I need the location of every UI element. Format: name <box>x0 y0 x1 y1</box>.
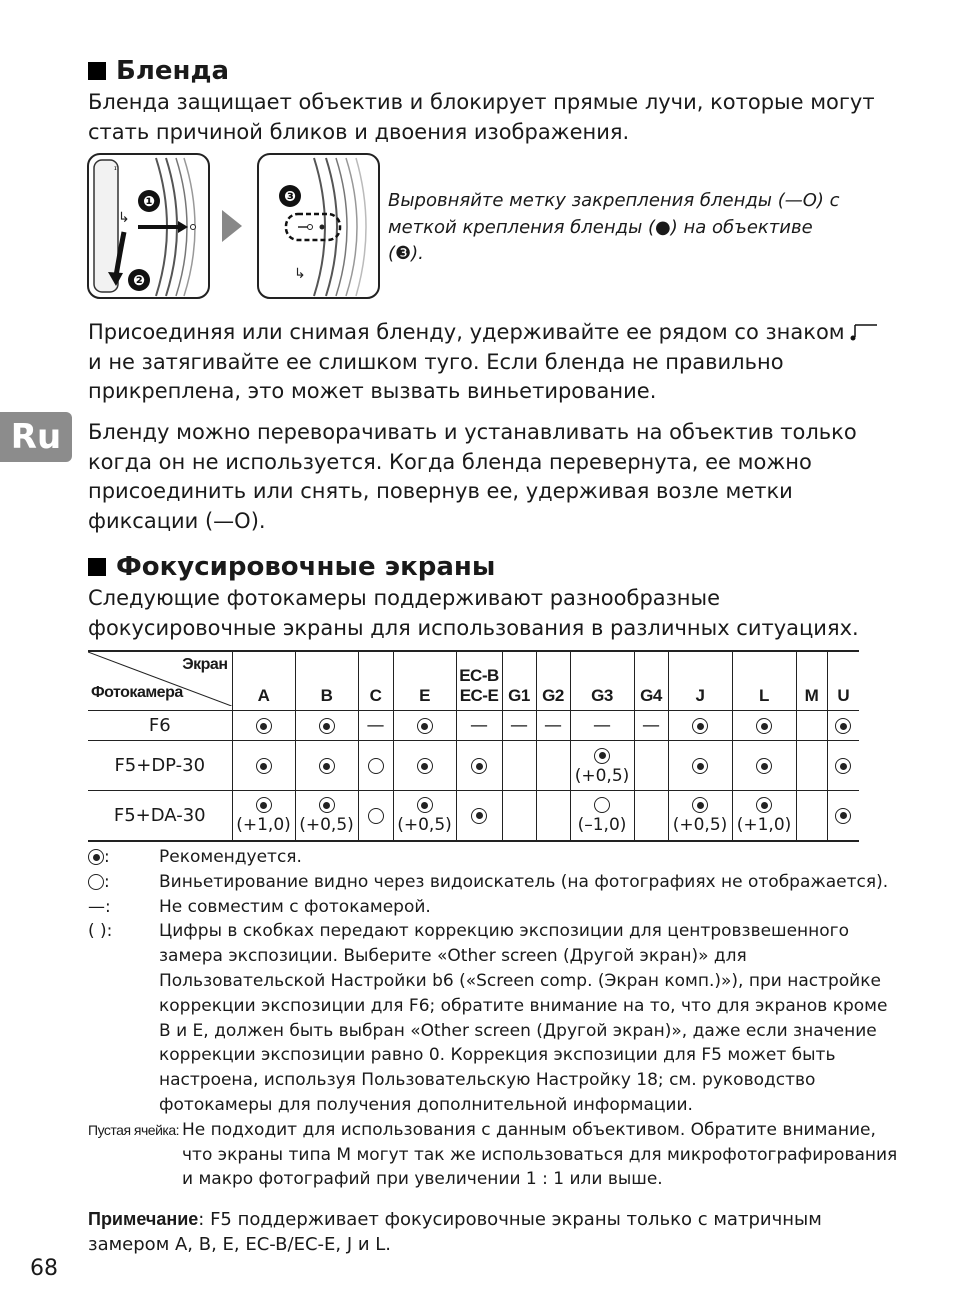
exposure-compensation-value: (+1,0) <box>236 815 291 836</box>
language-tab: Ru <box>0 412 72 462</box>
table-cell <box>295 711 358 741</box>
table-cell <box>732 711 796 741</box>
lens-hood-figure <box>86 152 382 302</box>
table-cell <box>668 711 732 741</box>
table-cell <box>502 711 536 741</box>
table-cell <box>393 791 456 841</box>
recommended-icon <box>756 718 772 734</box>
column-header: G3 <box>570 651 634 711</box>
screen-axis-label: Экран <box>182 656 228 673</box>
camera-name-cell: F5+DP-30 <box>88 741 232 791</box>
camera-name-cell: F5+DA-30 <box>88 791 232 841</box>
legend-row-parentheses: ( ): Цифры в скобках передают коррекцию экспозиции для центровзвешенного замера экспозиции. Выберите «Other screen (Другой экран)» для Пользовательской Настройки b6 («Screen comp. (Экран комп.)»), при настройке коррекции экспозиции для F6; обратите внимание на то, что для экранов кроме B и E, должен быть выбран «Other screen (Другой экран)», даже если значение коррекции экспозиции равно 0. Коррекция экспозиции для F5 может быть настроена, используя Пользовательскую Настройку 18; см. руководство фотокамеры для получения дополнительной информации. <box>88 921 888 1115</box>
recommended-icon <box>417 797 433 813</box>
step-3-label: ❸ <box>284 189 296 205</box>
table-cell <box>456 741 502 791</box>
section-heading-lens-hood: Бленда <box>88 56 229 86</box>
table-cell <box>732 741 796 791</box>
vignetting-icon <box>88 874 104 890</box>
vignetting-icon <box>368 808 384 824</box>
column-header: L <box>732 651 796 711</box>
table-cell <box>502 791 536 841</box>
recommended-icon <box>835 758 851 774</box>
legend-row-vignetting: : Виньетирование видно через видоискатель (на фотографиях не отображается). <box>88 870 878 895</box>
note-paragraph: Примечание: F5 поддерживает фокусировочные экраны только с матричным замером A, B, E, EC-B/EC-E, J и L. <box>88 1209 822 1255</box>
column-header: J <box>668 651 732 711</box>
column-header: G4 <box>634 651 668 711</box>
recommended-icon <box>256 797 272 813</box>
column-header: A <box>232 651 295 711</box>
table-cell <box>634 741 668 791</box>
recommended-icon <box>835 808 851 824</box>
table-cell <box>358 711 393 741</box>
incompatible-mark: — <box>593 715 611 736</box>
exposure-compensation-value: (+0,5) <box>299 815 354 836</box>
table-cell <box>634 791 668 841</box>
recommended-icon <box>471 808 487 824</box>
table-cell <box>796 711 827 741</box>
recommended-icon <box>835 718 851 734</box>
table-row <box>88 711 859 741</box>
page-number: 68 <box>30 1256 58 1281</box>
square-bullet-icon <box>88 62 106 80</box>
table-header-row <box>88 651 859 711</box>
section-heading-focusing-screens: Фокусировочные экраны <box>88 552 495 582</box>
table-cell <box>232 711 295 741</box>
recommended-icon <box>319 718 335 734</box>
table-cell <box>570 711 634 741</box>
recommended-icon <box>319 758 335 774</box>
table-cell <box>668 741 732 791</box>
incompatible-mark: — <box>642 715 660 736</box>
table-cell <box>393 741 456 791</box>
recommended-icon <box>256 718 272 734</box>
exposure-compensation-value: (+0,5) <box>574 765 630 786</box>
incompatible-mark: — <box>510 715 528 736</box>
recommended-icon <box>319 797 335 813</box>
exposure-compensation-value: (+1,0) <box>736 815 792 836</box>
legend-row-empty-cell: Пустая ячейка: Не подходит для использования с данным объективом. Обратите внимание, что экраны типа M могут так же использоваться для микрофотографирования и макро фотографий при увеличении 1 : 1 или выше. <box>88 1119 898 1190</box>
camera-axis-label: Фотокамера <box>91 684 183 701</box>
table-cell <box>456 711 502 741</box>
incompatible-mark: — <box>366 715 385 736</box>
table-cell <box>456 791 502 841</box>
next-step-arrow-icon <box>222 210 242 242</box>
table-row <box>88 791 859 841</box>
vignetting-icon <box>594 797 610 813</box>
recommended-icon <box>692 797 708 813</box>
table-legend <box>88 845 898 1192</box>
table-cell <box>796 741 827 791</box>
recommended-icon <box>692 758 708 774</box>
recommended-icon <box>256 758 272 774</box>
step-1-label: ❶ <box>143 194 155 210</box>
recommended-icon <box>417 758 433 774</box>
figure-caption: Выровняйте метку закрепления бленды (—O) с меткой крепления бленды (●) на объективе (❸). <box>388 190 840 264</box>
svg-text:↳: ↳ <box>294 266 306 282</box>
table-cell <box>668 791 732 841</box>
table-cell <box>796 791 827 841</box>
table-cell <box>393 711 456 741</box>
square-bullet-icon <box>88 558 106 576</box>
table-cell <box>536 711 570 741</box>
recommended-icon <box>88 849 104 865</box>
column-header: M <box>796 651 827 711</box>
table-cell <box>827 741 859 791</box>
recommended-icon <box>594 748 610 764</box>
exposure-compensation-value: (+0,5) <box>672 815 728 836</box>
legend-row-recommended: : Рекомендуется. <box>88 845 878 870</box>
column-header: U <box>827 651 859 711</box>
column-header: G2 <box>536 651 570 711</box>
recommended-icon <box>692 718 708 734</box>
legend-row-incompatible: —: Не совместим с фотокамерой. <box>88 896 431 917</box>
table-row <box>88 741 859 791</box>
table-cell <box>232 741 295 791</box>
exposure-compensation-value: (–1,0) <box>577 815 627 836</box>
lens-hood-intro: Бленда защищает объектив и блокирует прямые лучи, которые могут стать причиной бликов и двоения изображения. <box>88 90 875 144</box>
column-header: C <box>358 651 393 711</box>
table-cell <box>536 741 570 791</box>
focusing-screens-table <box>88 650 859 842</box>
camera-name-cell: F6 <box>88 711 232 741</box>
recommended-icon <box>471 758 487 774</box>
table-cell <box>827 791 859 841</box>
table-cell <box>502 741 536 791</box>
table-corner-header <box>88 651 232 711</box>
table-cell <box>634 711 668 741</box>
lens-hood-illustration <box>86 152 382 302</box>
table-cell <box>358 741 393 791</box>
table-cell <box>827 711 859 741</box>
table-cell <box>570 741 634 791</box>
table-cell <box>536 791 570 841</box>
column-header: B <box>295 651 358 711</box>
recommended-icon <box>756 797 772 813</box>
table-cell <box>358 791 393 841</box>
recommended-icon <box>756 758 772 774</box>
attach-instructions-paragraph: Присоединяя или снимая бленду, удерживайте ее рядом со знаком и не затягивайте ее слишком туго. Если бленда не правильно прикреплена, это может вызвать виньетирование. <box>88 318 878 407</box>
incompatible-mark: — <box>470 715 488 736</box>
table-cell <box>570 791 634 841</box>
table-cell <box>232 791 295 841</box>
column-header: EC-B EC-E <box>456 651 502 711</box>
svg-text:↳: ↳ <box>118 210 130 226</box>
column-header: E <box>393 651 456 711</box>
reverse-hood-paragraph: Бленду можно переворачивать и устанавливать на объектив только когда он не используется. Когда бленда перевернута, ее можно присоединить или снять, повернув ее, удерживая возле метки фиксации (—O). <box>88 420 857 533</box>
step-2-label: ❷ <box>133 273 145 289</box>
vignetting-icon <box>368 758 384 774</box>
focusing-screens-intro: Следующие фотокамеры поддерживают разнообразные фокусировочные экраны для использования в различных ситуациях. <box>88 586 859 640</box>
incompatible-mark: — <box>544 715 562 736</box>
table-cell <box>295 741 358 791</box>
note-label: Примечание <box>88 1209 199 1229</box>
hood-mount-symbol-icon <box>849 323 879 341</box>
table-cell <box>295 791 358 841</box>
table-cell <box>732 791 796 841</box>
column-header: G1 <box>502 651 536 711</box>
exposure-compensation-value: (+0,5) <box>397 815 452 836</box>
svg-text:ᶦ: ᶦ <box>114 163 118 177</box>
recommended-icon <box>417 718 433 734</box>
